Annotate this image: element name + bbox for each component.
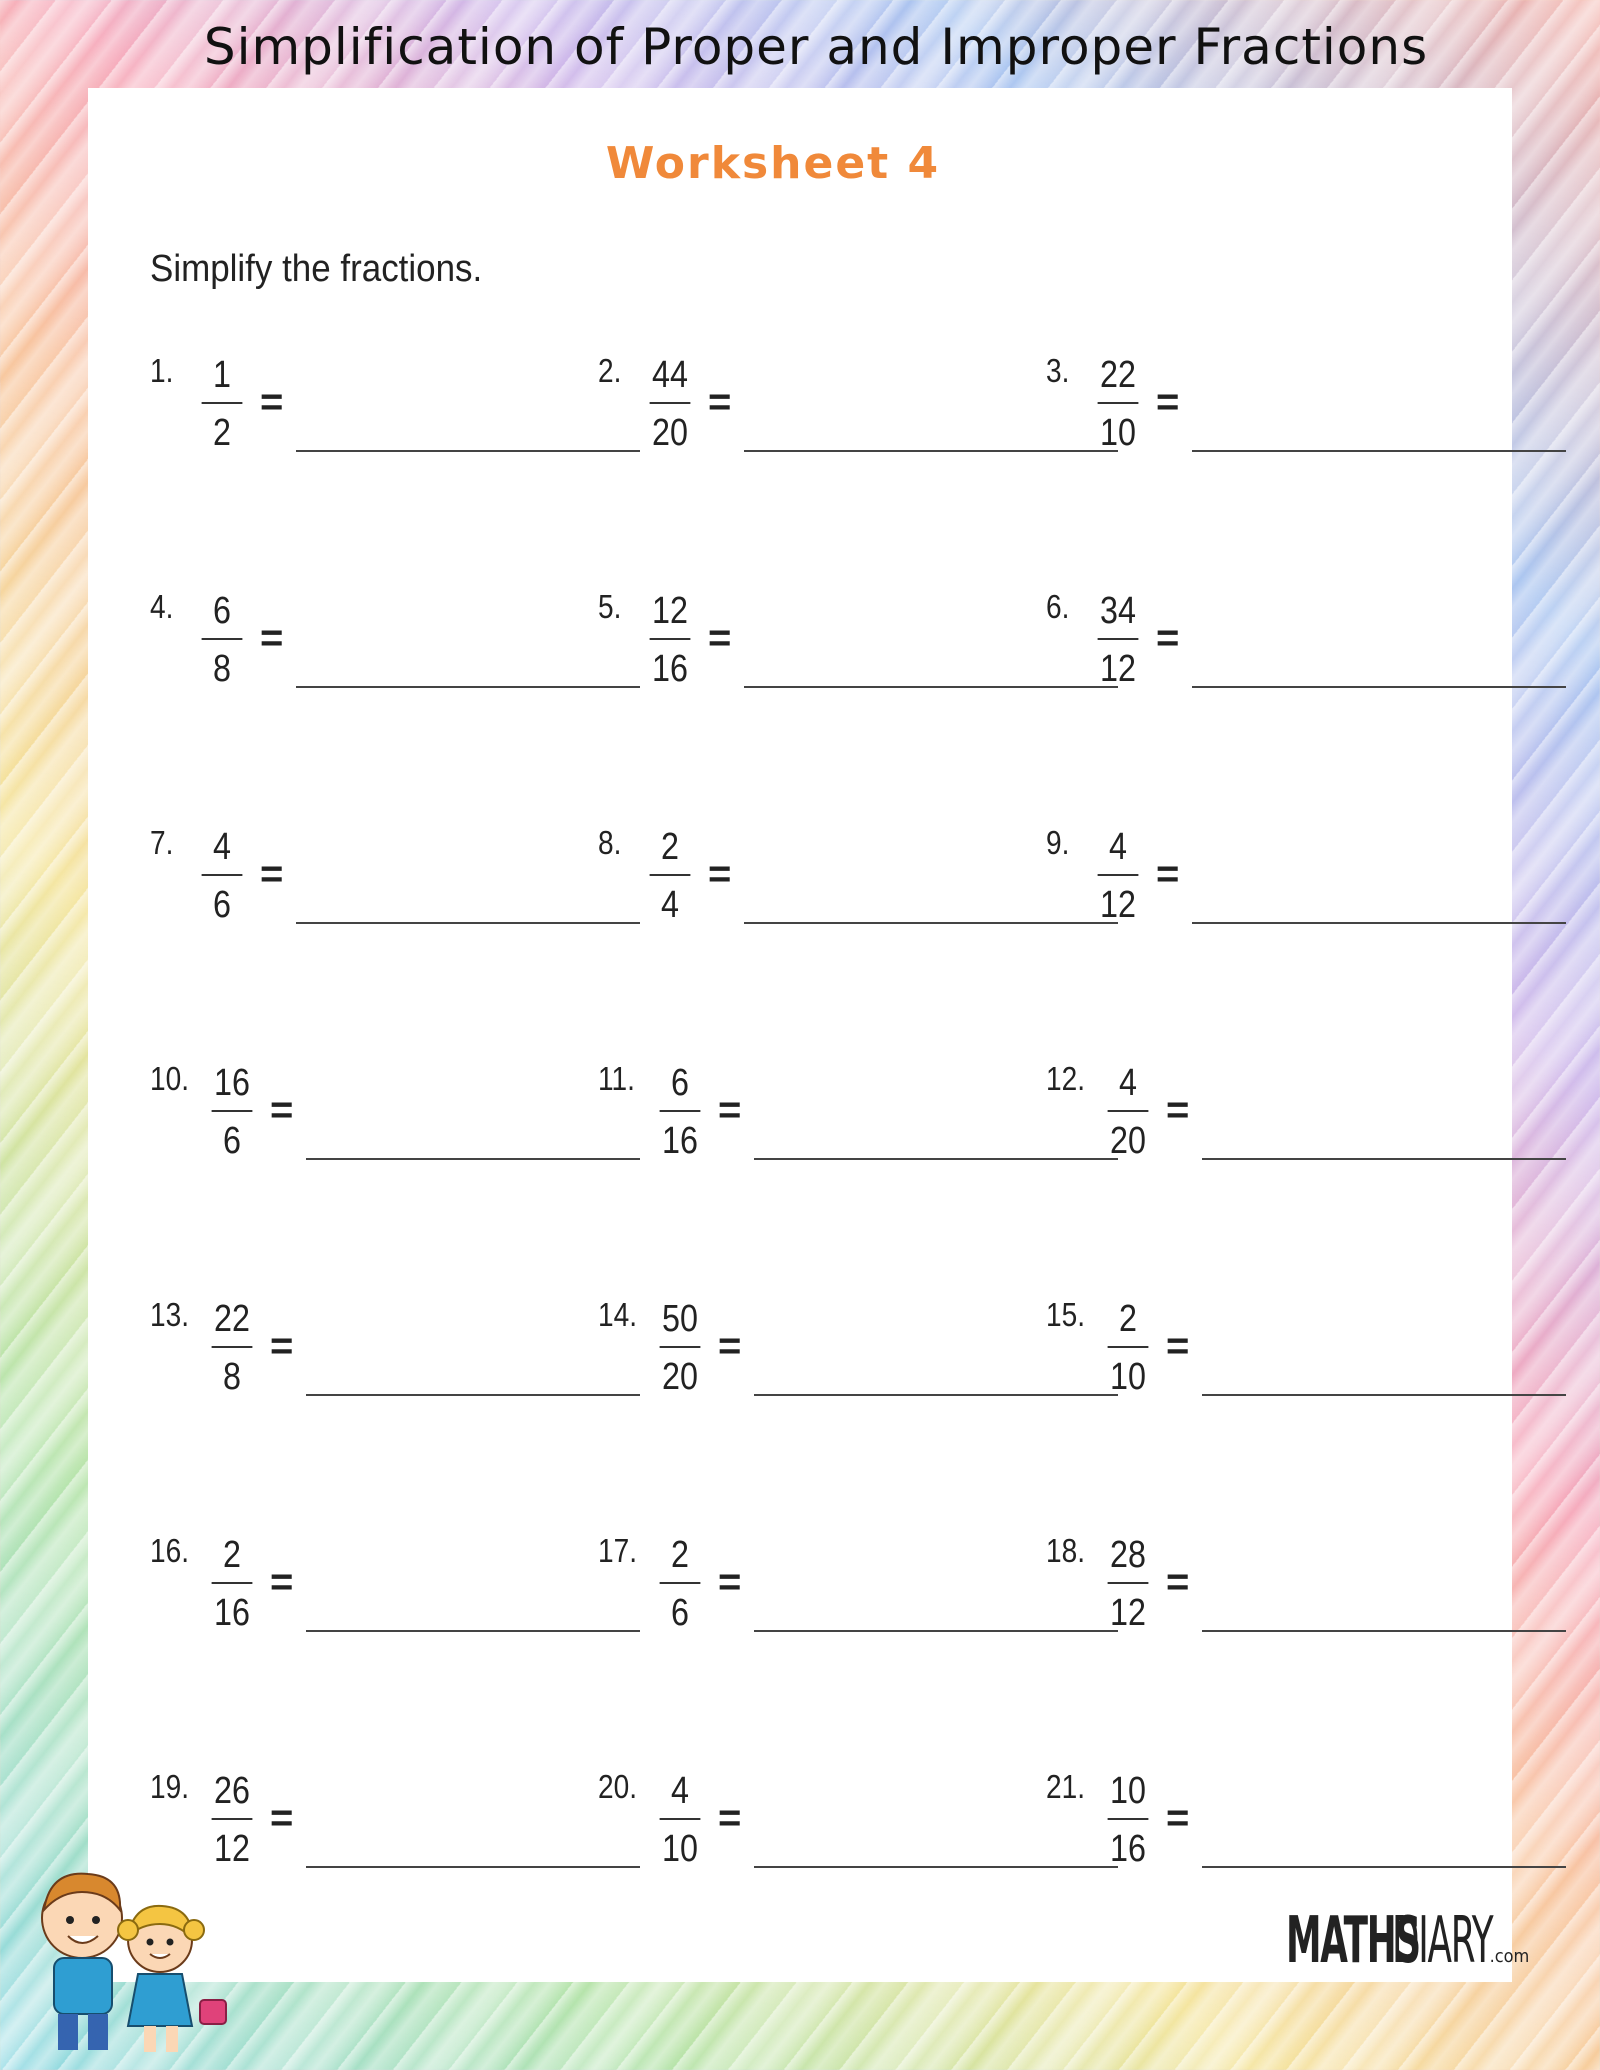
problem-number: 9. — [1046, 824, 1070, 861]
answer-line[interactable] — [296, 450, 640, 452]
equals-sign: = — [718, 1560, 742, 1604]
problem-number: 20. — [598, 1768, 637, 1805]
fraction — [1094, 350, 1142, 458]
problem-item — [598, 1766, 998, 1886]
worksheet-subtitle: Worksheet 4 — [605, 138, 941, 189]
problem-item — [598, 1530, 998, 1650]
answer-line[interactable] — [1202, 1630, 1566, 1632]
problem-number: 10. — [150, 1060, 189, 1097]
fraction — [1094, 822, 1142, 930]
answer-line[interactable] — [306, 1394, 640, 1396]
problem-number: 17. — [598, 1532, 637, 1569]
answer-line[interactable] — [1192, 450, 1566, 452]
equals-sign: = — [718, 1796, 742, 1840]
fraction — [656, 1766, 704, 1874]
answer-line[interactable] — [296, 686, 640, 688]
numerator: 22 — [1098, 350, 1139, 404]
fraction — [198, 586, 246, 694]
equals-sign: = — [260, 380, 284, 424]
fraction — [656, 1530, 704, 1638]
equals-sign: = — [1156, 852, 1180, 896]
problem-number: 13. — [150, 1296, 189, 1333]
problem-number: 19. — [150, 1768, 189, 1805]
equals-sign: = — [270, 1796, 294, 1840]
denominator: 6 — [223, 1120, 241, 1162]
answer-line[interactable] — [1192, 686, 1566, 688]
denominator: 12 — [1100, 648, 1136, 690]
numerator: 4 — [1108, 1058, 1149, 1112]
denominator: 4 — [661, 884, 679, 926]
denominator: 10 — [662, 1828, 698, 1870]
worksheet-sheet — [88, 88, 1512, 1982]
problem-number: 3. — [1046, 352, 1070, 389]
equals-sign: = — [270, 1560, 294, 1604]
equals-sign: = — [270, 1088, 294, 1132]
denominator: 20 — [652, 412, 688, 454]
answer-line[interactable] — [306, 1866, 640, 1868]
problem-item — [1046, 1766, 1446, 1886]
denominator: 16 — [662, 1120, 698, 1162]
denominator: 12 — [1110, 1592, 1146, 1634]
fraction — [198, 350, 246, 458]
numerator: 4 — [202, 822, 243, 876]
problem-number: 1. — [150, 352, 174, 389]
denominator: 6 — [213, 884, 231, 926]
numerator: 4 — [660, 1766, 701, 1820]
numerator: 28 — [1108, 1530, 1149, 1584]
numerator: 22 — [212, 1294, 253, 1348]
problem-item — [150, 1058, 550, 1178]
equals-sign: = — [260, 852, 284, 896]
problem-number: 21. — [1046, 1768, 1085, 1805]
problem-number: 18. — [1046, 1532, 1085, 1569]
equals-sign: = — [708, 616, 732, 660]
equals-sign: = — [270, 1324, 294, 1368]
answer-line[interactable] — [1192, 922, 1566, 924]
numerator: 2 — [1108, 1294, 1149, 1348]
answer-line[interactable] — [1202, 1394, 1566, 1396]
problem-number: 5. — [598, 588, 622, 625]
answer-line[interactable] — [306, 1158, 640, 1160]
problem-item — [1046, 350, 1446, 470]
problem-number: 12. — [1046, 1060, 1085, 1097]
denominator: 8 — [223, 1356, 241, 1398]
fraction — [198, 822, 246, 930]
problem-item — [598, 822, 998, 942]
fraction — [646, 822, 694, 930]
equals-sign: = — [708, 380, 732, 424]
numerator: 12 — [650, 586, 691, 640]
numerator: 2 — [660, 1530, 701, 1584]
problem-number: 15. — [1046, 1296, 1085, 1333]
denominator: 6 — [671, 1592, 689, 1634]
equals-sign: = — [1166, 1796, 1190, 1840]
numerator: 44 — [650, 350, 691, 404]
denominator: 8 — [213, 648, 231, 690]
denominator: 16 — [1110, 1828, 1146, 1870]
logo-bold-text: MATHS — [1286, 1904, 1420, 1978]
problem-item — [598, 350, 998, 470]
equals-sign: = — [1156, 380, 1180, 424]
numerator: 26 — [212, 1766, 253, 1820]
problem-item — [150, 822, 550, 942]
fraction — [1104, 1058, 1152, 1166]
instruction-text: Simplify the fractions. — [150, 248, 483, 290]
equals-sign: = — [718, 1088, 742, 1132]
numerator: 6 — [660, 1058, 701, 1112]
answer-line[interactable] — [296, 922, 640, 924]
numerator: 10 — [1108, 1766, 1149, 1820]
problem-number: 8. — [598, 824, 622, 861]
denominator: 20 — [662, 1356, 698, 1398]
equals-sign: = — [1166, 1088, 1190, 1132]
problem-item — [1046, 822, 1446, 942]
denominator: 12 — [1100, 884, 1136, 926]
problem-item — [150, 586, 550, 706]
numerator: 1 — [202, 350, 243, 404]
problem-number: 6. — [1046, 588, 1070, 625]
problem-item — [598, 586, 998, 706]
problem-item — [1046, 1294, 1446, 1414]
problem-item — [150, 1294, 550, 1414]
logo-suffix-text: .com — [1489, 1946, 1530, 1967]
kids-illustration — [10, 1840, 240, 2060]
denominator: 10 — [1110, 1356, 1146, 1398]
fraction — [1104, 1530, 1152, 1638]
problem-number: 2. — [598, 352, 622, 389]
numerator: 4 — [1098, 822, 1139, 876]
problem-item — [598, 1294, 998, 1414]
problem-number: 16. — [150, 1532, 189, 1569]
equals-sign: = — [718, 1324, 742, 1368]
worksheet-title: Simplification of Proper and Improper Fractions — [203, 18, 1429, 76]
problem-item — [150, 350, 550, 470]
fraction — [656, 1058, 704, 1166]
problem-item — [1046, 1530, 1446, 1650]
fraction — [646, 586, 694, 694]
equals-sign: = — [1166, 1560, 1190, 1604]
mathsdiary-logo — [1286, 1904, 1529, 1978]
numerator: 34 — [1098, 586, 1139, 640]
fraction — [1104, 1294, 1152, 1402]
problem-item — [1046, 1058, 1446, 1178]
numerator: 6 — [202, 586, 243, 640]
problem-number: 4. — [150, 588, 174, 625]
fraction — [656, 1294, 704, 1402]
equals-sign: = — [1166, 1324, 1190, 1368]
denominator: 10 — [1100, 412, 1136, 454]
fraction — [208, 1530, 256, 1638]
logo-light-text: DIARY — [1391, 1904, 1493, 1978]
problem-item — [1046, 586, 1446, 706]
problem-number: 11. — [598, 1060, 635, 1097]
fraction — [208, 1058, 256, 1166]
denominator: 16 — [214, 1592, 250, 1634]
problem-number: 14. — [598, 1296, 637, 1333]
equals-sign: = — [708, 852, 732, 896]
equals-sign: = — [1156, 616, 1180, 660]
fraction — [208, 1294, 256, 1402]
numerator: 50 — [660, 1294, 701, 1348]
answer-line[interactable] — [1202, 1158, 1566, 1160]
denominator: 12 — [214, 1828, 250, 1870]
denominator: 20 — [1110, 1120, 1146, 1162]
fraction — [1094, 586, 1142, 694]
fraction — [1104, 1766, 1152, 1874]
problem-item — [150, 1530, 550, 1650]
equals-sign: = — [260, 616, 284, 660]
numerator: 2 — [650, 822, 691, 876]
denominator: 2 — [213, 412, 231, 454]
fraction — [646, 350, 694, 458]
answer-line[interactable] — [1202, 1866, 1566, 1868]
problem-number: 7. — [150, 824, 174, 861]
answer-line[interactable] — [306, 1630, 640, 1632]
problem-item — [598, 1058, 998, 1178]
numerator: 16 — [212, 1058, 253, 1112]
numerator: 2 — [212, 1530, 253, 1584]
denominator: 16 — [652, 648, 688, 690]
